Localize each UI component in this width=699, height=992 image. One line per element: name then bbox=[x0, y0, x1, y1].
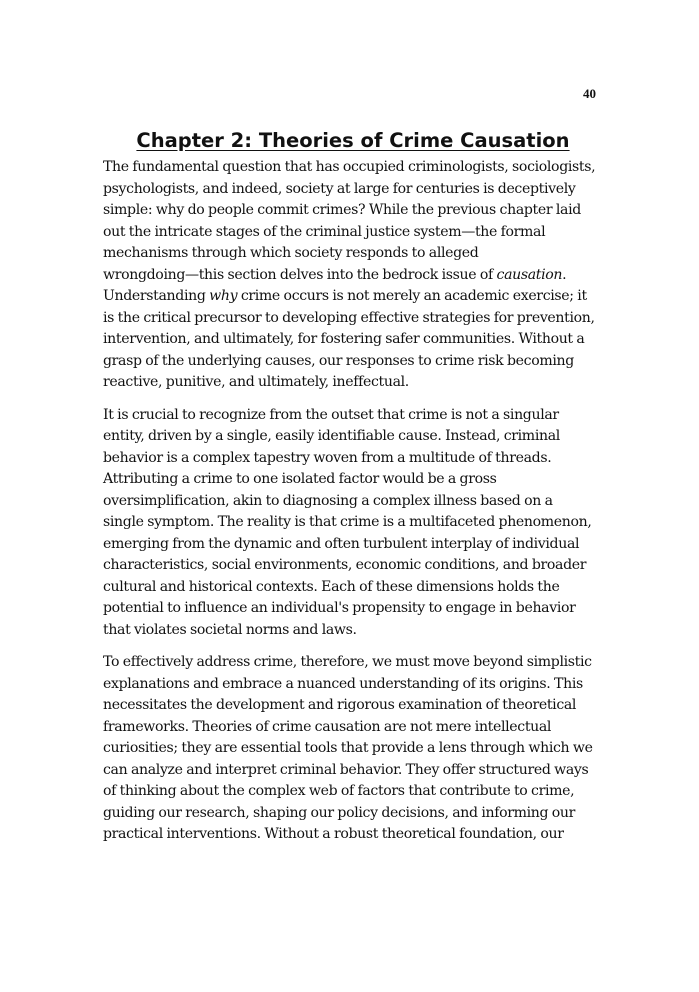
text-line: wrongdoing—this section delves into the bedrock issue of causation. bbox=[103, 266, 567, 283]
text-line: frameworks. Theories of crime causation are not mere intellectual bbox=[103, 718, 552, 735]
text-line: curiosities; they are essential tools that provide a lens through which we bbox=[103, 740, 593, 756]
text-line: is the critical precursor to developing effective strategies for prevention, bbox=[103, 309, 595, 326]
text-line: can analyze and interpret criminal behavior. They offer structured ways bbox=[103, 761, 589, 778]
text-line: oversimplification, akin to diagnosing a complex illness based on a bbox=[103, 492, 553, 509]
text-line: explanations and embrace a nuanced understanding of its origins. This bbox=[103, 675, 583, 692]
text-line: necessitates the development and rigorous examination of theoretical bbox=[103, 697, 577, 713]
text-line: mechanisms through which society responds to alleged bbox=[103, 245, 479, 261]
text-line: grasp of the underlying causes, our responses to crime risk becoming bbox=[103, 352, 574, 369]
paragraph-1 bbox=[103, 157, 600, 394]
text-line: characteristics, social environments, economic conditions, and broader bbox=[103, 557, 587, 573]
text-line: behavior is a complex tapestry woven from a multitude of threads. bbox=[103, 449, 552, 466]
text-line: reactive, punitive, and ultimately, ineffectual. bbox=[103, 374, 409, 390]
text-line: To effectively address crime, therefore, we must move beyond simplistic bbox=[103, 654, 592, 670]
emphasis: causation bbox=[496, 266, 563, 283]
text-line: intervention, and ultimately, for fostering safer communities. Without a bbox=[103, 331, 585, 347]
text-line: that violates societal norms and laws. bbox=[103, 621, 357, 638]
text-line: Attributing a crime to one isolated factor would be a gross bbox=[103, 471, 497, 487]
text-line: psychologists, and indeed, society at large for centuries is deceptively bbox=[103, 180, 576, 197]
emphasis: why bbox=[209, 288, 238, 304]
text-line: guiding our research, shaping our policy decisions, and informing our bbox=[103, 804, 576, 821]
text-line: emerging from the dynamic and often turbulent interplay of individual bbox=[103, 535, 580, 552]
text-line: practical interventions. Without a robust theoretical foundation, our bbox=[103, 826, 564, 842]
page-number: 40 bbox=[583, 86, 596, 101]
text-line: potential to influence an individual's propensity to engage in behavior bbox=[103, 600, 576, 616]
text-line: out the intricate stages of the criminal justice system—the formal bbox=[103, 223, 546, 240]
paragraph-2 bbox=[103, 405, 600, 642]
chapter-title: Chapter 2: Theories of Crime Causation bbox=[136, 129, 570, 152]
paragraph-3 bbox=[103, 652, 600, 846]
text-line: single symptom. The reality is that crime is a multifaceted phenomenon, bbox=[103, 514, 592, 530]
text-line: of thinking about the complex web of factors that contribute to crime, bbox=[103, 783, 575, 799]
text-line: cultural and historical contexts. Each of these dimensions holds the bbox=[103, 578, 560, 595]
text-line: It is crucial to recognize from the outset that crime is not a singular bbox=[103, 406, 559, 423]
text-line: simple: why do people commit crimes? While the previous chapter laid bbox=[103, 202, 581, 218]
text-line: The fundamental question that has occupied criminologists, sociologists, bbox=[103, 159, 596, 175]
body-text bbox=[103, 157, 600, 857]
text-line: Understanding why crime occurs is not merely an academic exercise; it bbox=[103, 288, 587, 304]
text-line: entity, driven by a single, easily identifiable cause. Instead, criminal bbox=[103, 428, 560, 444]
